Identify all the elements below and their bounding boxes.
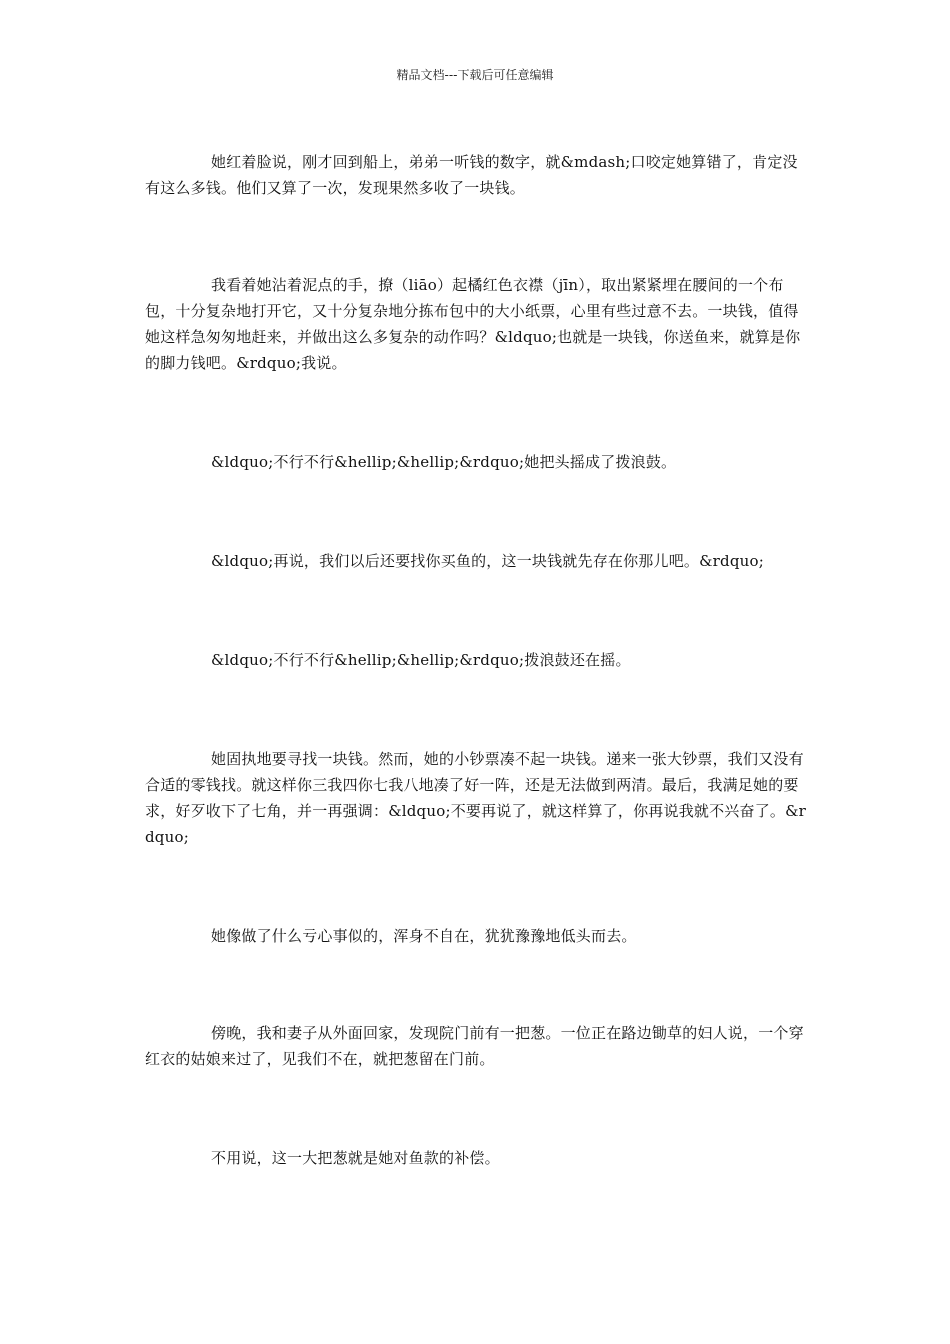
page-header: 精品文档---下载后可任意编辑	[396, 68, 554, 82]
paragraph-4: &ldquo;再说，我们以后还要找你买鱼的，这一块钱就先存在你那儿吧。&rdquo;	[211, 552, 764, 570]
paragraph-7: 她像做了什么亏心事似的，浑身不自在，犹犹豫豫地低头而去。	[211, 927, 637, 945]
paragraph-1: 她红着脸说，刚才回到船上，弟弟一听钱的数字，就&mdash;口咬定她算错了，肯定没有这么多钱。他们又算了一次，发现果然多收了一块钱。	[145, 153, 798, 197]
paragraph-8: 傍晚，我和妻子从外面回家，发现院门前有一把葱。一位正在路边锄草的妇人说，一个穿红衣的姑娘来过了，见我们不在，就把葱留在门前。	[145, 1024, 804, 1068]
paragraph-2: 我看着她沾着泥点的手，撩（liāo）起橘红色衣襟（jīn），取出紧紧埋在腰间的一个布包，十分复杂地打开它，又十分复杂地分拣布包中的大小纸票，心里有些过意不去。一块钱，值得她这样急匆匆地赶来，并做出这么多复杂的动作吗？&ldquo;也就是一块钱，你送鱼来，就算是你的脚力钱吧。&rdquo;我说。	[145, 276, 801, 372]
paragraph-9: 不用说，这一大把葱就是她对鱼款的补偿。	[211, 1149, 500, 1167]
paragraph-6: 她固执地要寻找一块钱。然而，她的小钞票凑不起一块钱。递来一张大钞票，我们又没有合适的零钱找。就这样你三我四你七我八地凑了好一阵，还是无法做到两清。最后，我满足她的要求，好歹收下了七角，并一再强调：&ldquo;不要再说了，就这样算了，你再说我就不兴奋了。&rdquo;	[145, 750, 807, 846]
paragraph-3: &ldquo;不行不行&hellip;&hellip;&rdquo;她把头摇成了拨浪鼓。	[211, 453, 677, 471]
paragraph-5: &ldquo;不行不行&hellip;&hellip;&rdquo;拨浪鼓还在摇。	[211, 651, 631, 669]
